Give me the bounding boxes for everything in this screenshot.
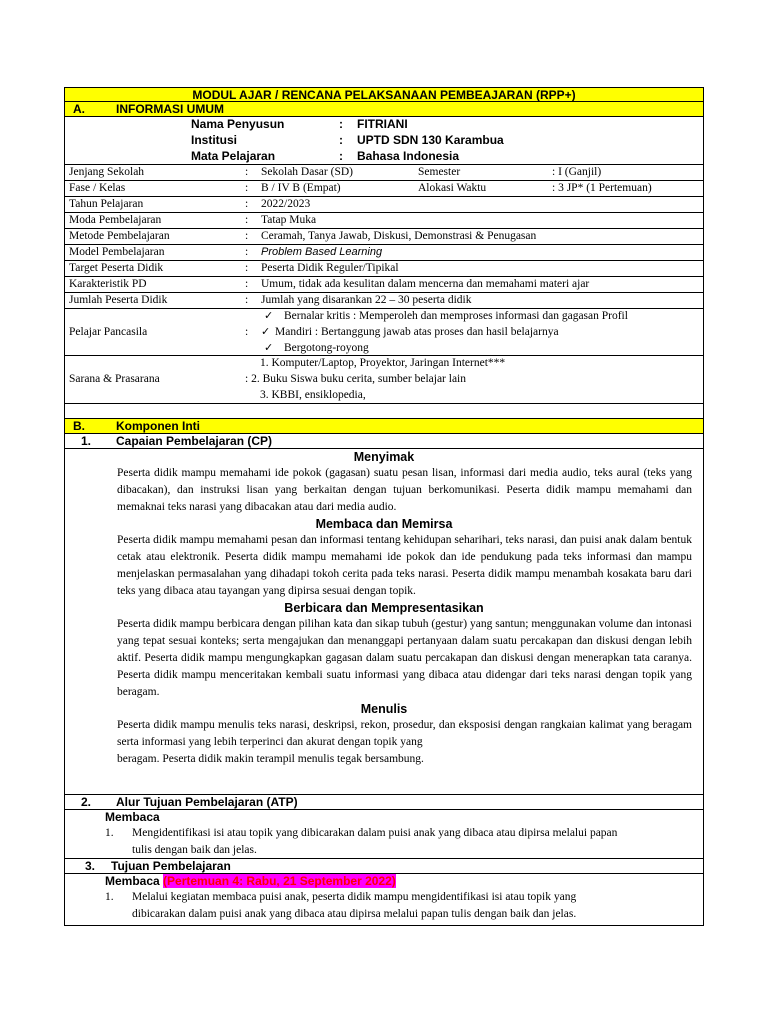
- sarana-item: 1. Komputer/Laptop, Proyektor, Jaringan Internet***: [260, 357, 506, 369]
- document-title-text: MODUL AJAR / RENCANA PELAKSANAAN PEMBEAJARAN (RPP+): [192, 88, 576, 102]
- cp-heading: Berbicara dan Mempresentasikan: [284, 601, 484, 615]
- identity-row-subject: [64, 149, 704, 165]
- info-label-2: Alokasi Waktu: [418, 182, 487, 194]
- cp-paragraph: beragam. Peserta didik makin terampil menulis tegak bersambung.: [117, 753, 424, 765]
- cp-label: Capaian Pembelajaran (CP): [116, 434, 273, 448]
- tp-meeting-highlight: (Pertemuan 4: Rabu, 21 September 2022): [163, 874, 396, 888]
- info-colon: :: [245, 326, 249, 338]
- atp-subheading: Membaca: [105, 810, 160, 824]
- identity-row-author: [64, 117, 704, 133]
- info-label: Tahun Pelajaran: [69, 198, 144, 210]
- cp-paragraph: Peserta didik mampu berbicara dengan pilihan kata dan sikap tubuh (gestur) yang santun; menggunakan volume dan intonasi yang tepat sesuai konteks; serta mengajukan dan menanggapi pertanyaan dalam suatu percakapan dan diskusi dengan lebih aktif. Peserta didik mampu mengungkapkan gagasan dalam suatu percakapan dan diskusi dengan menerapkan tata caranya. Peserta didik mampu menceritakan kembali suatu informasi yang dibaca atau didengar dari teks narasi dengan topik yang beragam.: [117, 618, 692, 698]
- cp-number: 1.: [81, 434, 92, 448]
- atp-content: [64, 810, 704, 859]
- identity-row-institution: [64, 133, 704, 149]
- info-value: Sekolah Dasar (SD): [261, 166, 353, 178]
- info-colon: :: [245, 294, 249, 306]
- atp-item-number: 1.: [105, 827, 114, 839]
- identity-value: UPTD SDN 130 Karambua: [357, 133, 504, 147]
- rpp-document: [64, 87, 704, 926]
- check-icon: ✓: [261, 325, 271, 338]
- info-colon: :: [245, 230, 249, 242]
- info-value: Ceramah, Tanya Jawab, Diskusi, Demonstrasi & Penugasan: [261, 230, 537, 242]
- info-row-tahun: [64, 197, 704, 213]
- check-icon: ✓: [264, 341, 274, 354]
- atp-item: tulis dengan baik dan jelas.: [132, 844, 257, 856]
- info-row-target: [64, 261, 704, 277]
- section-b-header: [64, 419, 704, 434]
- atp-item: Mengidentifikasi isi atau topik yang dibicarakan dalam puisi anak yang dibaca atau dipirsa melalui papan: [132, 827, 618, 839]
- info-row-pancasila: [64, 309, 704, 356]
- sarana-item: 3. KBBI, ensiklopedia,: [260, 389, 366, 401]
- tp-subheading-line: [105, 874, 396, 890]
- identity-colon: :: [339, 149, 343, 163]
- pancasila-item: Mandiri : Bertanggung jawab atas proses dan hasil belajarnya: [275, 326, 559, 338]
- info-value: Problem Based Learning: [261, 246, 383, 258]
- section-a-number: A.: [73, 102, 85, 116]
- info-label: Target Peserta Didik: [69, 262, 164, 274]
- cp-header: [64, 434, 704, 449]
- cp-paragraph: Peserta didik mampu menulis teks narasi, deskripsi, rekon, prosedur, dan eksposisi dengan rangkaian kalimat yang beragam serta informasi yang lebih terperinci dan akurat dengan topik yang: [117, 719, 692, 748]
- info-value: B / IV B (Empat): [261, 182, 341, 194]
- section-b-label: Komponen Inti: [116, 419, 200, 433]
- atp-number: 2.: [81, 795, 92, 809]
- info-label: Karakteristik PD: [69, 278, 147, 290]
- info-row-jenjang: [64, 165, 704, 181]
- document-title: [64, 87, 704, 102]
- info-colon: :: [245, 214, 249, 226]
- section-b-number: B.: [73, 419, 85, 433]
- cp-heading: Menyimak: [353, 450, 415, 464]
- tp-label: Tujuan Pembelajaran: [111, 859, 231, 873]
- pancasila-item: Bernalar kritis : Memperoleh dan memproses informasi dan gagasan Profil: [284, 310, 628, 322]
- pancasila-item: Bergotong-royong: [284, 342, 369, 354]
- info-row-sarana: [64, 356, 704, 404]
- info-colon: :: [245, 166, 249, 178]
- info-label: Metode Pembelajaran: [69, 230, 170, 242]
- info-value: 2022/2023: [261, 198, 311, 210]
- info-label: Pelajar Pancasila: [69, 326, 148, 338]
- atp-header: [64, 795, 704, 810]
- info-label: Moda Pembelajaran: [69, 214, 162, 226]
- info-row-metode: [64, 229, 704, 245]
- info-value: Tatap Muka: [261, 214, 317, 226]
- info-row-jumlah: [64, 293, 704, 309]
- info-label: Fase / Kelas: [69, 182, 126, 194]
- cp-paragraph: Peserta didik mampu memahami pesan dan informasi tentang kehidupan seharihari, teks narasi, dan puisi anak dalam bentuk cetak atau elektronik. Peserta didik mampu memahami ide pokok dan ide pendukung pada teks informasi dan mampu menjelaskan permasalahan yang dihadapi tokoh cerita pada teks narasi. Peserta didik mampu menambah kosakata baru dari teks yang dibaca atau tayangan yang dipirsa sesuai dengan topik.: [117, 534, 692, 597]
- atp-label: Alur Tujuan Pembelajaran (ATP): [116, 795, 298, 809]
- info-label: Jumlah Peserta Didik: [69, 294, 168, 306]
- tp-header: [64, 859, 704, 874]
- tp-number: 3.: [85, 859, 96, 873]
- identity-value: FITRIANI: [357, 117, 408, 131]
- info-label-2: Semester: [418, 166, 461, 178]
- sarana-item: : 2. Buku Siswa buku cerita, sumber belajar lain: [245, 373, 467, 385]
- section-a-label: INFORMASI UMUM: [116, 102, 224, 116]
- spacer-row: [64, 404, 704, 419]
- identity-value: Bahasa Indonesia: [357, 149, 460, 163]
- info-row-moda: [64, 213, 704, 229]
- info-label: Model Pembelajaran: [69, 246, 165, 258]
- info-row-karakteristik: [64, 277, 704, 293]
- cp-paragraph: Peserta didik mampu memahami ide pokok (gagasan) suatu pesan lisan, informasi dari media audio, teks aural (teks yang dibacakan), dan instruksi lisan yang berkaitan dengan tujuan berkomunikasi. Peserta didik mampu memahami dan memaknai teks narasi yang dibacakan atau dari media audio.: [117, 467, 692, 513]
- info-colon: :: [245, 246, 249, 258]
- info-colon: :: [245, 262, 249, 274]
- cp-heading: Membaca dan Memirsa: [315, 517, 453, 531]
- info-row-fase: [64, 181, 704, 197]
- identity-key: Mata Pelajaran: [191, 149, 276, 163]
- info-row-model: [64, 245, 704, 261]
- info-colon: :: [245, 278, 249, 290]
- tp-item: Melalui kegiatan membaca puisi anak, peserta didik mampu mengidentifikasi isi atau topik yang: [132, 891, 577, 903]
- info-value-2: : I (Ganjil): [552, 166, 602, 178]
- identity-key: Nama Penyusun: [191, 117, 285, 131]
- tp-item-number: 1.: [105, 891, 114, 903]
- info-value: Jumlah yang disarankan 22 – 30 peserta didik: [261, 294, 472, 306]
- identity-colon: :: [339, 117, 343, 131]
- identity-colon: :: [339, 133, 343, 147]
- info-label: Sarana & Prasarana: [69, 373, 160, 385]
- info-label: Jenjang Sekolah: [69, 166, 145, 178]
- cp-content: [64, 449, 704, 795]
- info-value-2: : 3 JP* (1 Pertemuan): [552, 182, 652, 194]
- info-colon: :: [245, 182, 249, 194]
- cp-heading: Menulis: [360, 702, 408, 716]
- tp-subheading: Membaca: [105, 874, 160, 888]
- info-value: Peserta Didik Reguler/Tipikal: [261, 262, 399, 274]
- tp-content: [64, 874, 704, 926]
- section-a-header: [64, 102, 704, 117]
- identity-key: Institusi: [191, 133, 238, 147]
- info-colon: :: [245, 198, 249, 210]
- info-value: Umum, tidak ada kesulitan dalam mencerna dan memahami materi ajar: [261, 278, 590, 290]
- tp-item: dibicarakan dalam puisi anak yang dibaca atau dipirsa melalui papan tulis dengan baik dan jelas.: [132, 908, 577, 920]
- check-icon: ✓: [264, 309, 274, 322]
